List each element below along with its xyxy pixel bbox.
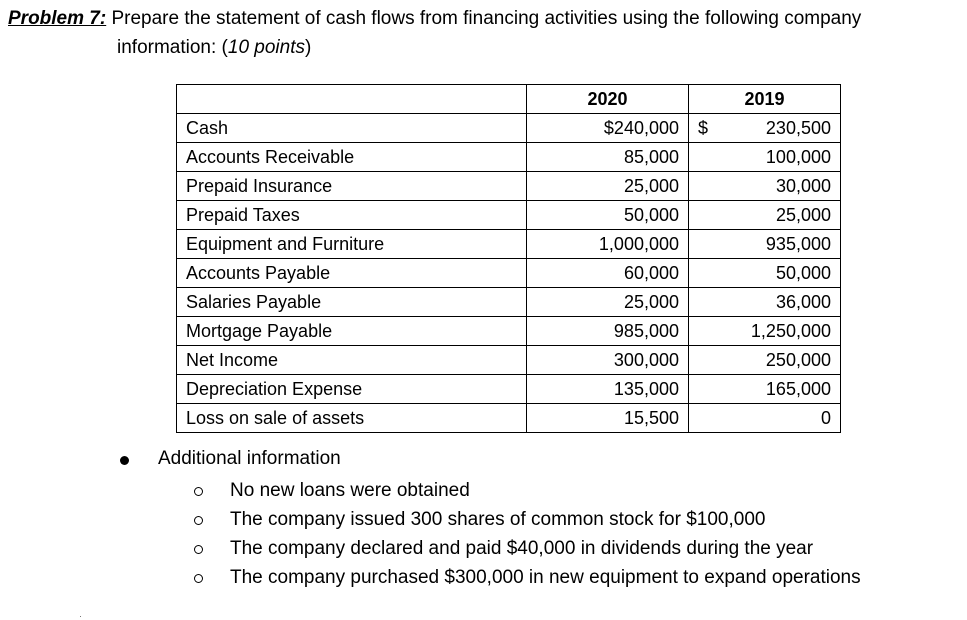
value-2020: 985,000 [527,317,689,346]
hollow-circle-bullet-icon [194,516,203,525]
problem-text-line-2-prefix: information: ( [117,37,228,58]
value-2020: 50,000 [527,201,689,230]
hollow-circle-bullet-icon [194,487,203,496]
problem-text-line-2-suffix: ) [305,37,312,58]
row-label: Depreciation Expense [177,375,527,404]
value-2019: 0 [689,404,841,433]
value-2020: 1,000,000 [527,230,689,259]
problem-text-line-1: Prepare the statement of cash flows from financing activities using the following company [111,8,862,29]
hollow-circle-bullet-icon [194,574,203,583]
table-row [177,201,841,230]
value-2019: 1,250,000 [689,317,841,346]
value-2020: 60,000 [527,259,689,288]
value-2019: 30,000 [689,172,841,201]
row-label: Accounts Payable [177,259,527,288]
problem-line-1 [8,4,861,33]
table-row [177,230,841,259]
value-2020: 300,000 [527,346,689,375]
row-label: Cash [177,114,527,143]
table-row [177,288,841,317]
table-row [177,172,841,201]
value-2020: $240,000 [527,114,689,143]
hollow-circle-bullet-icon [194,545,203,554]
list-item-text: The company purchased $300,000 in new equipment to expand operations [230,567,861,588]
table-row [177,114,841,143]
table-row [177,404,841,433]
problem-label: Problem 7: [8,8,107,29]
value-2020: 135,000 [527,375,689,404]
value-2019: 25,000 [689,201,841,230]
value-2019-amount: 230,500 [765,117,831,138]
filled-bullet-icon [120,456,129,465]
table-row [177,317,841,346]
currency-symbol: $ [698,117,709,138]
value-2019: 165,000 [689,375,841,404]
header-cell-label [177,85,527,114]
problem-heading [8,4,861,62]
row-label: Mortgage Payable [177,317,527,346]
row-label: Salaries Payable [177,288,527,317]
row-label: Accounts Receivable [177,143,527,172]
list-item-text: The company declared and paid $40,000 in dividends during the year [230,538,814,559]
value-2019: 100,000 [689,143,841,172]
row-label: Net Income [177,346,527,375]
table-row [177,346,841,375]
row-label: Equipment and Furniture [177,230,527,259]
list-item-text: The company issued 300 shares of common stock for $100,000 [230,509,766,530]
additional-information-title: Additional information [158,448,341,469]
table-header-row [177,85,841,114]
header-cell-2020: 2020 [527,85,689,114]
additional-information-bullet-row [120,446,720,475]
value-2020: 85,000 [527,143,689,172]
table-row [177,375,841,404]
value-2019: 50,000 [689,259,841,288]
row-label: Prepaid Insurance [177,172,527,201]
value-2019: 36,000 [689,288,841,317]
header-cell-2019: 2019 [689,85,841,114]
row-label: Loss on sale of assets [177,404,527,433]
value-2020: 25,000 [527,172,689,201]
problem-points: 10 points [227,37,305,58]
table-row [177,143,841,172]
list-item-text: No new loans were obtained [230,480,470,501]
value-2019: 935,000 [689,230,841,259]
value-2020: 25,000 [527,288,689,317]
financial-data-table [176,84,841,433]
value-2019: 250,000 [689,346,841,375]
table-row [177,259,841,288]
row-label: Prepaid Taxes [177,201,527,230]
problem-line-2 [8,33,861,62]
value-2020: 15,500 [527,404,689,433]
value-2019 [689,114,841,143]
stray-mark [80,616,81,617]
